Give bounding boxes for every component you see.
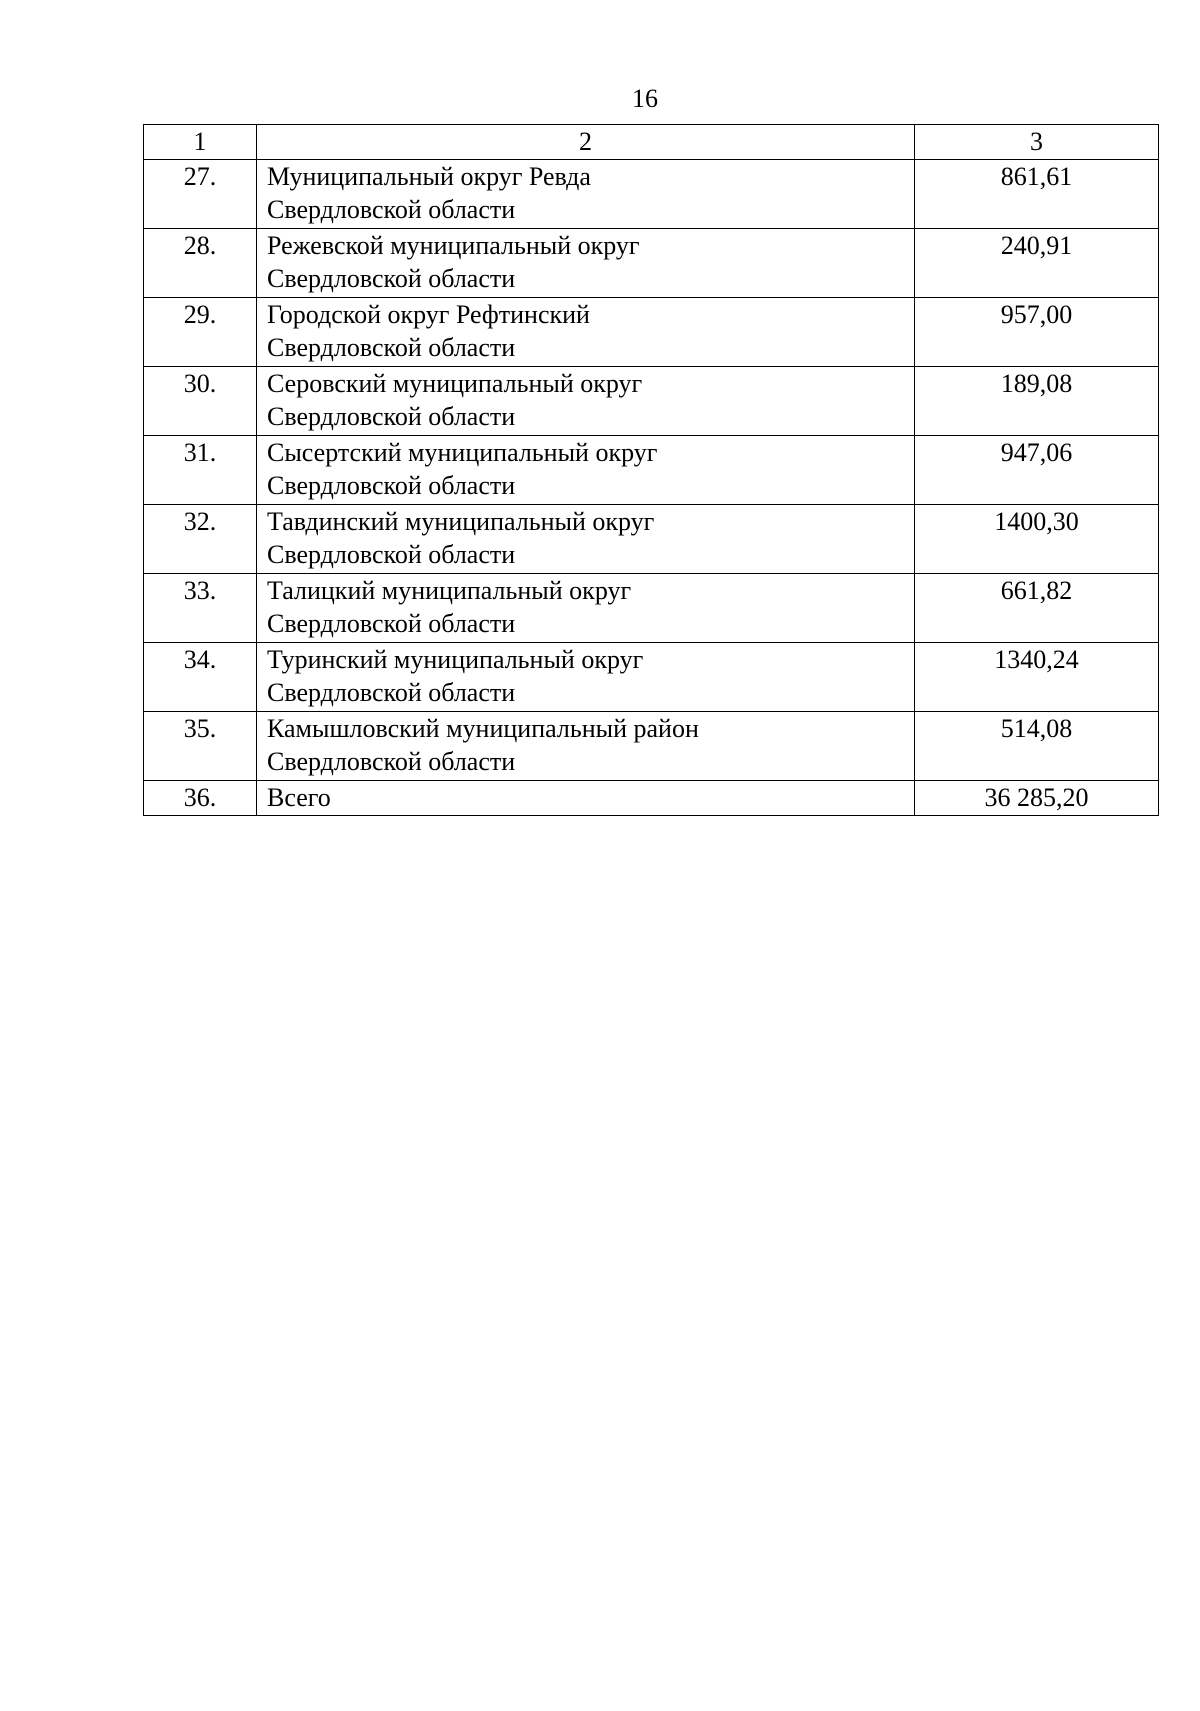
row-number: 30. (144, 367, 257, 436)
row-name-line1: Туринский муниципальный округ (267, 645, 644, 674)
row-value: 957,00 (915, 298, 1159, 367)
row-number: 29. (144, 298, 257, 367)
row-value: 189,08 (915, 367, 1159, 436)
row-number: 33. (144, 574, 257, 643)
row-name-line1: Серовский муниципальный округ (267, 369, 643, 398)
table-total-row (144, 781, 1159, 816)
row-name-line1: Муниципальный округ Ревда (267, 162, 591, 191)
row-name-line2: Свердловской области (267, 609, 516, 638)
row-value: 1340,24 (915, 643, 1159, 712)
row-number: 35. (144, 712, 257, 781)
row-name-line1: Камышловский муниципальный район (267, 714, 699, 743)
row-name-line1: Талицкий муниципальный округ (267, 576, 632, 605)
row-name-line1: Тавдинский муниципальный округ (267, 507, 655, 536)
table-row (144, 505, 1159, 574)
table-row (144, 436, 1159, 505)
row-value: 1400,30 (915, 505, 1159, 574)
total-label: Всего (257, 781, 915, 816)
row-name (257, 298, 915, 367)
row-name (257, 574, 915, 643)
row-name (257, 367, 915, 436)
header-cell-number: 1 (144, 125, 257, 160)
row-value: 661,82 (915, 574, 1159, 643)
table-row (144, 160, 1159, 229)
row-name-line2: Свердловской области (267, 678, 516, 707)
row-number: 34. (144, 643, 257, 712)
table-row (144, 712, 1159, 781)
row-name-line1: Сысертский муниципальный округ (267, 438, 658, 467)
row-name (257, 436, 915, 505)
allocation-table (143, 124, 1159, 816)
table-row (144, 298, 1159, 367)
row-name-line2: Свердловской области (267, 264, 516, 293)
row-number: 32. (144, 505, 257, 574)
row-name (257, 712, 915, 781)
row-number: 31. (144, 436, 257, 505)
row-name-line2: Свердловской области (267, 540, 516, 569)
table-row (144, 574, 1159, 643)
row-name-line2: Свердловской области (267, 333, 516, 362)
row-value: 514,08 (915, 712, 1159, 781)
row-value: 947,06 (915, 436, 1159, 505)
row-name-line2: Свердловской области (267, 402, 516, 431)
total-number: 36. (144, 781, 257, 816)
row-name (257, 505, 915, 574)
table-row (144, 229, 1159, 298)
total-value: 36 285,20 (915, 781, 1159, 816)
row-name (257, 160, 915, 229)
row-value: 240,91 (915, 229, 1159, 298)
row-name-line1: Городской округ Рефтинский (267, 300, 590, 329)
table-row (144, 643, 1159, 712)
row-name-line2: Свердловской области (267, 471, 516, 500)
row-name-line1: Режевской муниципальный округ (267, 231, 640, 260)
row-name (257, 229, 915, 298)
row-number: 28. (144, 229, 257, 298)
table-header-row (144, 125, 1159, 160)
header-cell-value: 3 (915, 125, 1159, 160)
row-name-line2: Свердловской области (267, 195, 516, 224)
row-number: 27. (144, 160, 257, 229)
row-value: 861,61 (915, 160, 1159, 229)
row-name-line2: Свердловской области (267, 747, 516, 776)
table-row (144, 367, 1159, 436)
page-number: 16 (632, 84, 658, 113)
header-cell-name: 2 (257, 125, 915, 160)
row-name (257, 643, 915, 712)
